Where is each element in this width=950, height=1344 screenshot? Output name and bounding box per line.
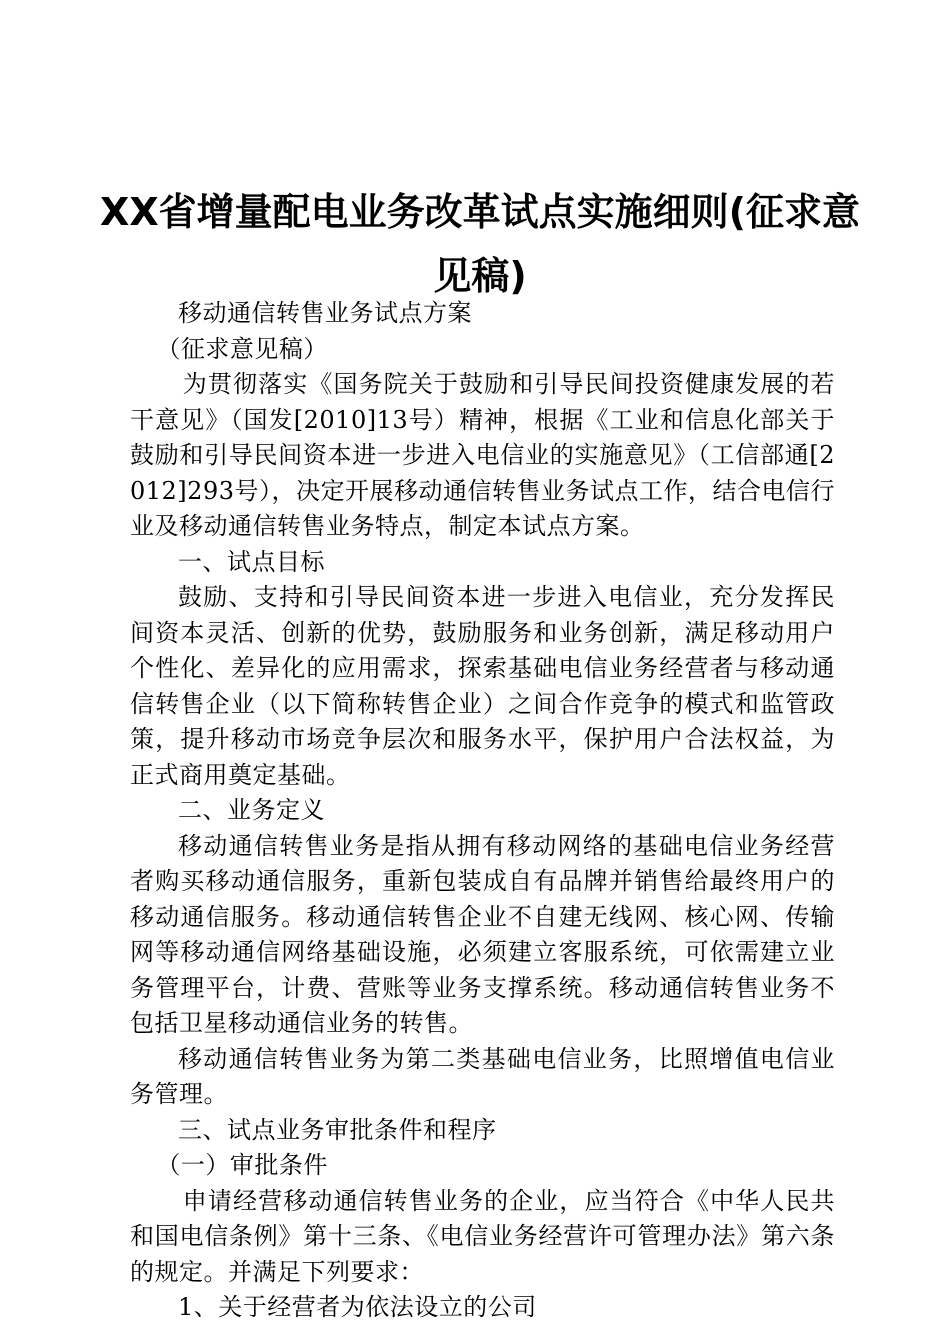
section-heading-2: 二、业务定义 — [178, 796, 325, 824]
section-heading-3: 三、试点业务审批条件和程序 — [178, 1115, 497, 1144]
subsection-heading: （一）审批条件 — [156, 1151, 328, 1179]
section-heading-1: 一、试点目标 — [178, 547, 325, 576]
body-paragraph: 鼓励、支持和引导民间资本进一步进入电信业，充分发挥民间资本灵活、创新的优势，鼓励服务和业务创新，满足移动用户个性化、差异化的应用需求，探索基础电信业务经营者与移动通信转售企业（以下简称转售企业）之间合作竞争的模式和监管政策，提升移动市场竞争层次和服务水平，保护用户合法权益，为正式商用奠定基础。 — [130, 583, 835, 789]
intro-paragraph: 为贯彻落实《国务院关于鼓励和引导民间投资健康发展的若干意见》（国发[2010]13号）精神，根据《工业和信息化部关于鼓励和引导民间资本进一步进入电信业的实施意见》（工信部通[2012]293号），决定开展移动通信转售业务试点工作，结合电信行业及移动通信转售业务特点，制定本试点方案。 — [130, 370, 835, 540]
body-paragraph: 移动通信转售业务为第二类基础电信业务，比照增值电信业务管理。 — [130, 1044, 835, 1108]
list-item-paragraph: 1、关于经营者为依法设立的公司 — [178, 1293, 537, 1321]
subtitle-paragraph: 移动通信转售业务试点方案 — [178, 299, 472, 327]
body-paragraph: 移动通信转售业务是指从拥有移动网络的基础电信业务经营者购买移动通信服务，重新包装成自有品牌并销售给最终用户的移动通信服务。移动通信转售企业不自建无线网、核心网、传输网等移动通信网络基础设施，必须建立客服系统，可依需建立业务管理平台，计费、营账等业务支撑系统。移动通信转售业务不包括卫星移动通信业务的转售。 — [130, 831, 835, 1037]
draft-note-paragraph: （征求意见稿） — [156, 334, 328, 363]
document-body — [130, 296, 835, 1326]
body-paragraph: 申请经营移动通信转售业务的企业，应当符合《中华人民共和国电信条例》第十三条、《电信业务经营许可管理办法》第六条的规定。并满足下列要求： — [130, 1186, 835, 1286]
document-title: XX省增量配电业务改革试点实施细则(征求意见稿) — [100, 190, 860, 298]
